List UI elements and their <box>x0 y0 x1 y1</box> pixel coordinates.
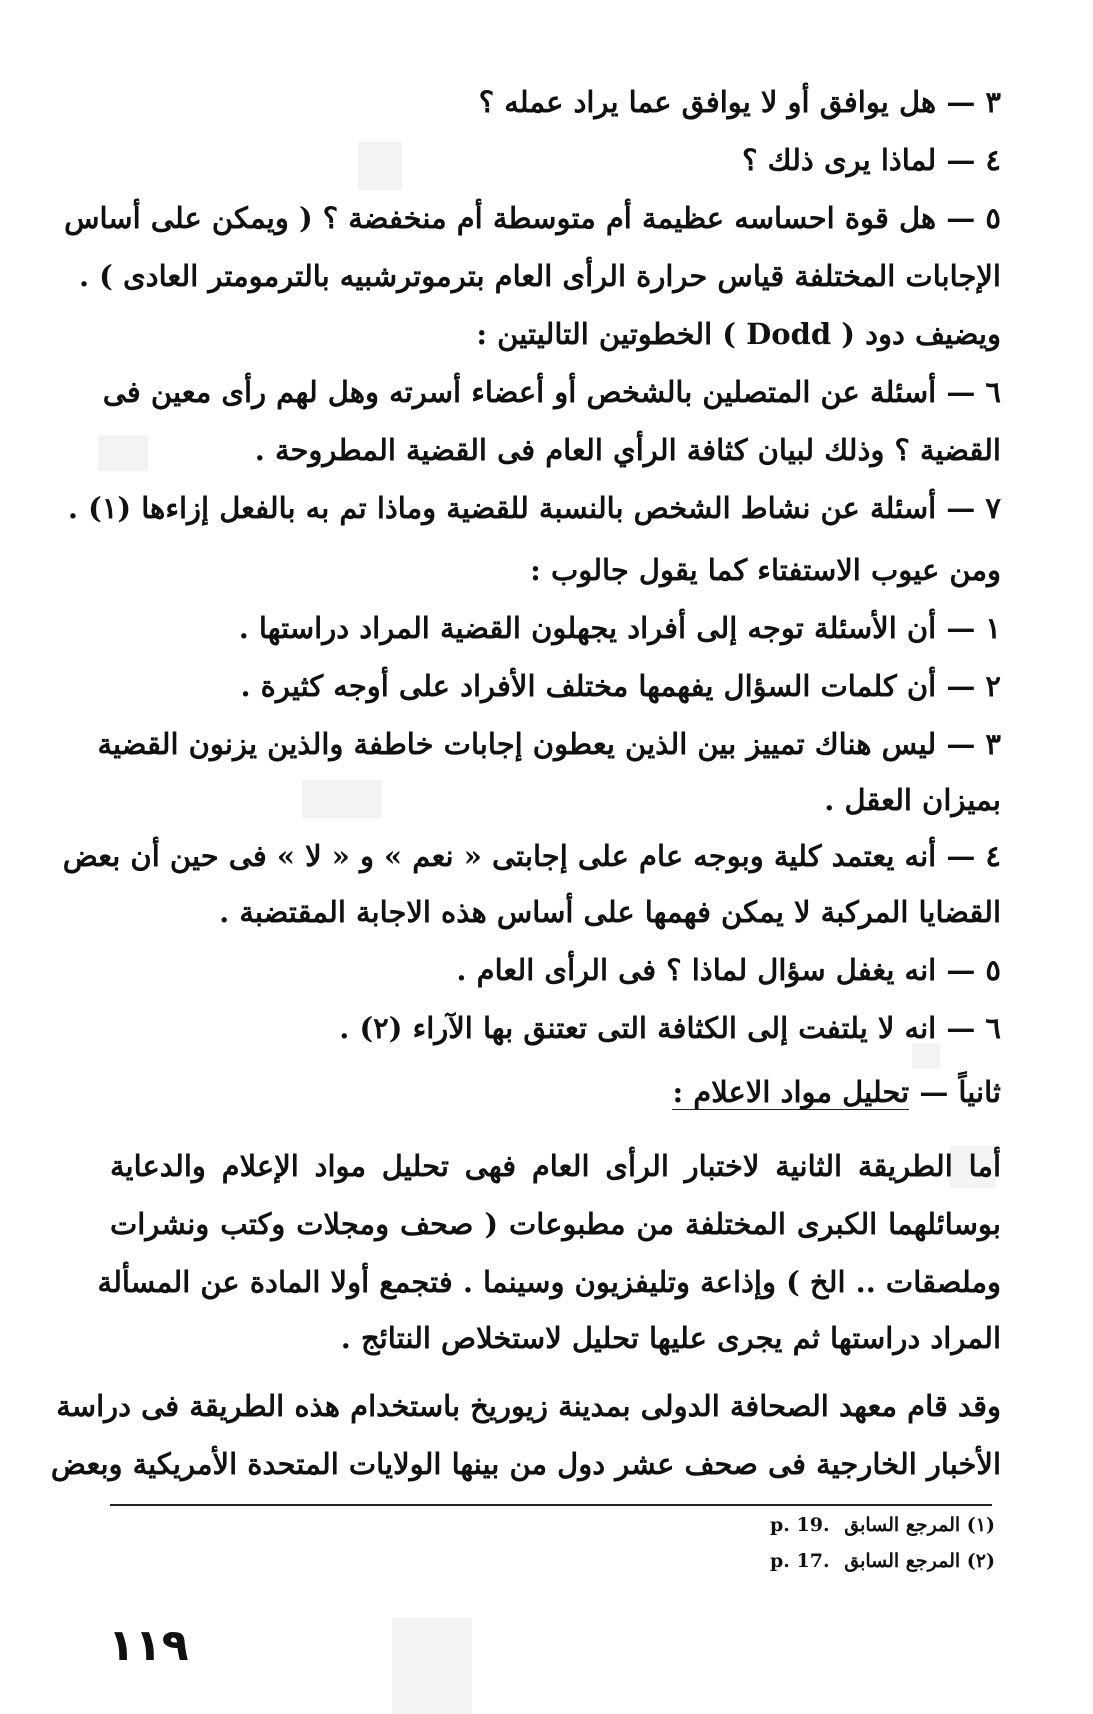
footnote-2-page: p. 17. <box>770 1550 830 1572</box>
footnote-1-page: p. 19. <box>770 1514 830 1536</box>
scan-blot <box>302 780 382 818</box>
defect-5: ٥ — انه يغفل سؤال لماذا ؟ فى الرأى العام . <box>456 953 1001 987</box>
body-line-6: الأخبار الخارجية فى صحف عشر دول من بينها الولايات المتحدة الأمريكية وبعض <box>50 1447 1001 1481</box>
list-item-5-line-1: ٥ — هل قوة احساسه عظيمة أم متوسطة أم منخفضة ؟ ( ويمكن على أساس <box>64 201 1001 235</box>
list-item-6-line-2: القضية ؟ وذلك لبيان كثافة الرأي العام فى القضية المطروحة . <box>254 433 1001 467</box>
footnote-rule <box>110 1504 992 1506</box>
section-heading-title: تحليل مواد الاعلام : <box>672 1075 910 1109</box>
body-line-4: المراد دراستها ثم يجرى عليها تحليل لاستخلاص النتائج . <box>340 1321 1001 1355</box>
defect-1: ١ — أن الأسئلة توجه إلى أفراد يجهلون القضية المراد دراستها . <box>238 611 1001 645</box>
defect-4-line-1: ٤ — أنه يعتمد كلية وبوجه عام على إجابتى « نعم » و « لا » فى حين أن بعض <box>62 839 1001 873</box>
footnote-2 <box>770 1548 995 1574</box>
footnote-1-text: (١) المرجع السابق <box>844 1514 995 1536</box>
scan-blot <box>392 1618 472 1714</box>
footnote-2-text: (٢) المرجع السابق <box>844 1550 995 1572</box>
paragraph-dodd: ويضيف دود ( Dodd ) الخطوتين التاليتين : <box>476 317 1001 351</box>
body-line-2: بوسائلهما الكبرى المختلفة من مطبوعات ( صحف ومجلات وكتب ونشرات <box>110 1207 1001 1241</box>
defect-3-line-1: ٣ — ليس هناك تمييز بين الذين يعطون إجابات خاطفة والذين يزنون القضية <box>97 727 1001 761</box>
defect-6: ٦ — انه لا يلتفت إلى الكثافة التى تعتنق بها الآراء (٢) . <box>339 1011 1001 1045</box>
paragraph-gallup: ومن عيوب الاستفتاء كما يقول جالوب : <box>530 553 1001 587</box>
scan-blot <box>98 435 148 471</box>
list-item-5-line-2: الإجابات المختلفة قياس حرارة الرأى العام بترموترشبيه بالترمومتر العادى ) . <box>78 259 1001 293</box>
body-line-3: وملصقات .. الخ ) وإذاعة وتليفزيون وسينما . فتجمع أولا المادة عن المسألة <box>97 1265 1001 1299</box>
list-item-6-line-1: ٦ — أسئلة عن المتصلين بالشخص أو أعضاء أسرته وهل لهم رأى معين فى <box>102 375 1001 409</box>
list-item-3: ٣ — هل يوافق أو لا يوافق عما يراد عمله ؟ <box>478 85 1001 119</box>
list-item-4: ٤ — لماذا يرى ذلك ؟ <box>742 143 1001 177</box>
defect-4-line-2: القضايا المركبة لا يمكن فهمها على أساس هذه الاجابة المقتضبة . <box>219 895 1001 929</box>
defect-3-line-2: بميزان العقل . <box>824 783 1001 817</box>
section-heading <box>672 1072 1001 1112</box>
defect-2: ٢ — أن كلمات السؤال يفهمها مختلف الأفراد على أوجه كثيرة . <box>240 669 1001 703</box>
body-line-1: أما الطريقة الثانية لاختبار الرأى العام فهى تحليل مواد الإعلام والدعاية <box>110 1149 1001 1183</box>
body-line-5: وقد قام معهد الصحافة الدولى بمدينة زيوريخ باستخدام هذه الطريقة فى دراسة <box>56 1389 1001 1423</box>
page-number: ١١٩ <box>108 1620 189 1671</box>
list-item-7: ٧ — أسئلة عن نشاط الشخص بالنسبة للقضية وماذا تم به بالفعل إزاءها (١) . <box>67 491 1001 525</box>
section-heading-number: ثانياً — <box>919 1075 1001 1109</box>
footnote-1 <box>770 1512 995 1538</box>
scan-blot <box>358 142 402 190</box>
